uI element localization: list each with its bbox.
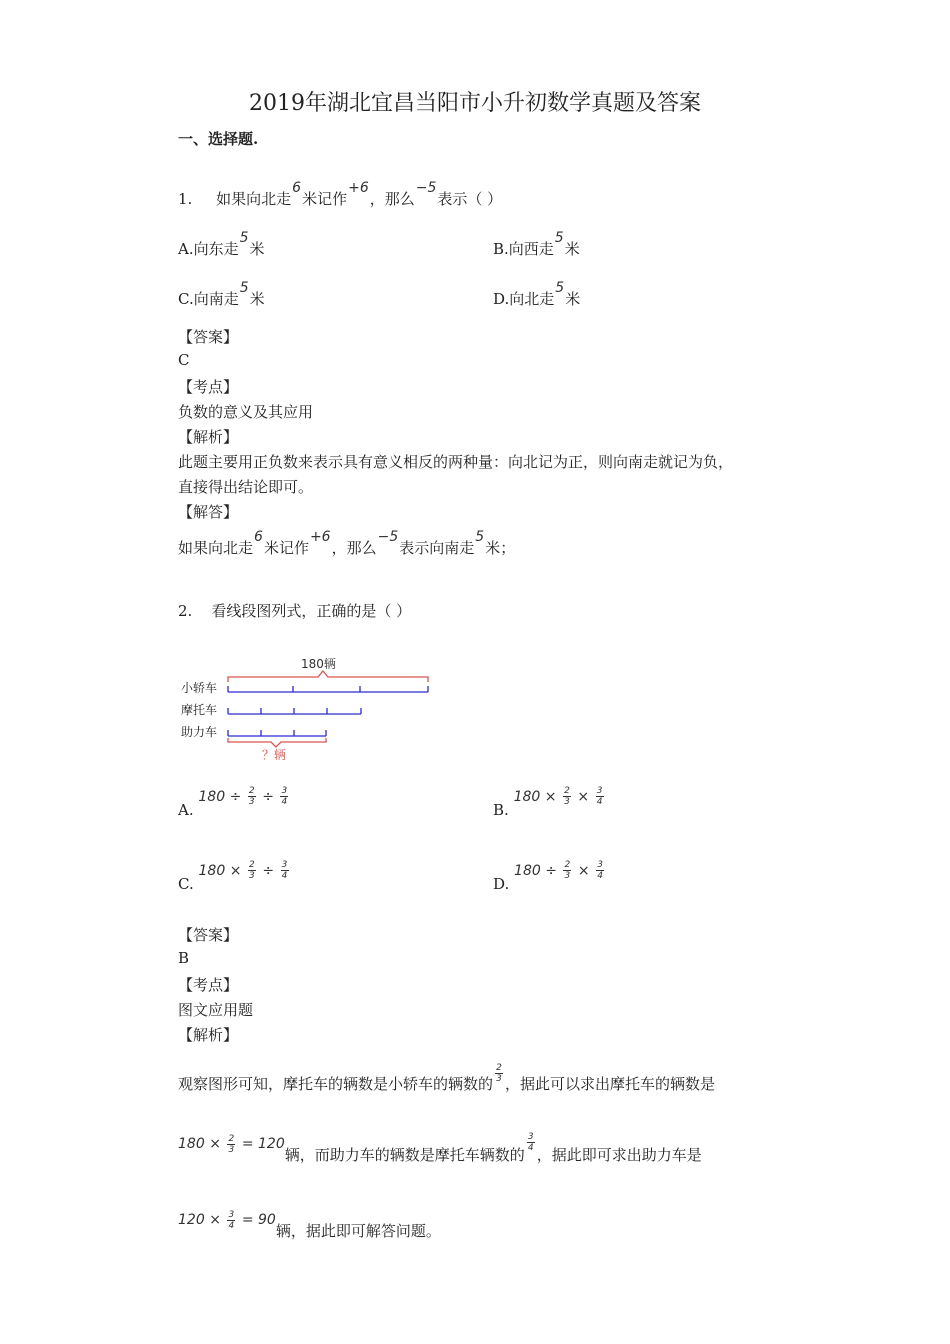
option-c[interactable] xyxy=(178,280,265,309)
option-d[interactable] xyxy=(493,860,606,893)
option-b[interactable] xyxy=(493,230,580,259)
answer-value: C xyxy=(178,351,190,369)
equation xyxy=(178,1209,276,1231)
fraction xyxy=(227,1210,235,1231)
math-value: −5 xyxy=(415,180,437,196)
option-label: C. xyxy=(178,874,194,893)
option-unit: 米 xyxy=(565,290,581,308)
math-operator: × xyxy=(544,788,557,805)
option-unit: 米 xyxy=(249,240,265,258)
fraction xyxy=(596,860,604,881)
question-number: 1. xyxy=(178,190,193,208)
row-label-motorcycle: 摩托车 xyxy=(181,703,218,717)
math-result: = 90 xyxy=(241,1212,276,1228)
denominator: 4 xyxy=(281,871,288,881)
numerator: 2 xyxy=(496,1063,502,1073)
numerator: 2 xyxy=(564,786,570,796)
math-value: +6 xyxy=(309,529,331,545)
math-number: 180 xyxy=(513,788,541,805)
denominator: 3 xyxy=(496,1074,502,1084)
numerator: 2 xyxy=(249,860,255,870)
math-operator: ÷ xyxy=(262,788,274,805)
option-label: D. xyxy=(493,874,510,893)
question-2 xyxy=(178,600,411,621)
denominator: 4 xyxy=(597,871,603,881)
fraction xyxy=(563,786,571,807)
solution-fragment: 表示向南走 xyxy=(399,539,475,557)
option-c[interactable] xyxy=(178,860,291,893)
fraction xyxy=(248,860,256,881)
numerator: 3 xyxy=(281,786,288,796)
math-operator: × xyxy=(209,1212,221,1228)
car-segment xyxy=(228,686,428,692)
denominator: 3 xyxy=(249,871,255,881)
math-operator: × xyxy=(209,1136,221,1152)
question-1 xyxy=(178,180,503,209)
answer-heading: 【答案】 xyxy=(178,926,239,944)
analysis-text: 直接得出结论即可。 xyxy=(178,478,314,496)
topic-text: 图文应用题 xyxy=(178,1001,254,1019)
math-number: 180 xyxy=(198,862,226,879)
math-value: 5 xyxy=(475,529,485,545)
math-value: 6 xyxy=(254,529,263,545)
unknown-brace xyxy=(228,738,326,747)
option-label: B. xyxy=(493,800,509,819)
numerator: 2 xyxy=(228,1133,235,1144)
fraction xyxy=(596,786,604,807)
option-expression xyxy=(514,860,606,881)
page-title: 2019年湖北宜昌当阳市小升初数学真题及答案 xyxy=(249,91,701,116)
topic-heading: 【考点】 xyxy=(178,378,239,396)
analysis-line-1 xyxy=(178,1063,716,1093)
total-brace xyxy=(228,671,428,682)
math-operator: ÷ xyxy=(545,862,557,879)
math-value: 5 xyxy=(554,230,564,246)
question-text: 看线段图列式，正确的是（ ） xyxy=(211,602,412,620)
answer-value: B xyxy=(178,949,190,967)
math-number: 120 xyxy=(178,1212,205,1228)
option-label: C.向南走 xyxy=(178,290,239,308)
analysis-text: 此题主要用正负数来表示具有意义相反的两种量：向北记为正，则向南走就记为负， xyxy=(178,453,734,471)
math-number: 180 xyxy=(198,788,226,805)
math-value: 6 xyxy=(292,180,302,196)
row-label-moped: 助力车 xyxy=(181,725,218,739)
denominator: 4 xyxy=(281,797,288,807)
option-expression xyxy=(198,860,291,881)
math-value: +6 xyxy=(348,180,369,196)
total-label: 180辆 xyxy=(301,657,336,671)
denominator: 3 xyxy=(248,797,255,807)
numerator: 3 xyxy=(228,1209,235,1220)
solution-fragment: 米； xyxy=(485,539,516,557)
math-value: 5 xyxy=(555,280,565,296)
fraction xyxy=(281,860,289,881)
topic-heading: 【考点】 xyxy=(178,976,239,994)
analysis-fragment: 辆，据此即可解答问题。 xyxy=(275,1222,441,1240)
option-label: A. xyxy=(178,800,194,819)
fraction xyxy=(248,786,256,807)
math-result: = 120 xyxy=(241,1136,285,1152)
solution-text xyxy=(178,529,516,558)
option-b[interactable] xyxy=(493,786,606,819)
fraction xyxy=(527,1132,535,1153)
numerator: 2 xyxy=(564,860,571,870)
fraction xyxy=(280,786,288,807)
analysis-heading: 【解析】 xyxy=(178,1026,239,1044)
analysis-fragment: ，据此即可求出助力车是 xyxy=(536,1146,702,1164)
question-text: 表示（ ） xyxy=(437,190,503,208)
solution-fragment: 米记作 xyxy=(263,539,309,557)
denominator: 3 xyxy=(564,871,571,881)
option-label: B.向西走 xyxy=(493,240,554,258)
math-value: 5 xyxy=(239,280,249,296)
numerator: 3 xyxy=(597,860,603,870)
fraction xyxy=(563,860,571,881)
question-text: ，那么 xyxy=(369,190,415,208)
math-operator: × xyxy=(577,862,590,879)
analysis-line-3 xyxy=(178,1208,441,1240)
denominator: 3 xyxy=(564,797,570,807)
math-operator: ÷ xyxy=(229,788,242,805)
topic-text: 负数的意义及其应用 xyxy=(178,403,314,421)
denominator: 4 xyxy=(596,797,603,807)
analysis-fragment: 观察图形可知，摩托车的辆数是小轿车的辆数的 xyxy=(178,1075,494,1093)
denominator: 3 xyxy=(228,1144,235,1155)
math-operator: × xyxy=(229,862,242,879)
option-unit: 米 xyxy=(249,290,265,308)
option-label: A.向东走 xyxy=(178,240,239,258)
moped-segment xyxy=(228,730,326,736)
numerator: 2 xyxy=(248,786,255,796)
fraction xyxy=(227,1134,235,1155)
math-value: 5 xyxy=(239,230,249,246)
numerator: 3 xyxy=(596,786,603,796)
analysis-line-2 xyxy=(178,1132,702,1164)
denominator: 4 xyxy=(228,1220,235,1231)
solution-fragment: ，那么 xyxy=(331,539,377,557)
solution-fragment: 如果向北走 xyxy=(178,539,254,557)
option-a[interactable] xyxy=(178,230,265,259)
motorcycle-segment xyxy=(228,708,361,714)
analysis-fragment: 辆，而助力车的辆数是摩托车辆数的 xyxy=(284,1146,525,1164)
denominator: 4 xyxy=(527,1143,534,1153)
math-number: 180 xyxy=(178,1136,205,1152)
answer-heading: 【答案】 xyxy=(178,328,239,346)
numerator: 3 xyxy=(527,1132,534,1142)
analysis-fragment: ，据此可以求出摩托车的辆数是 xyxy=(505,1075,716,1093)
math-value: −5 xyxy=(377,529,399,545)
analysis-heading: 【解析】 xyxy=(178,428,239,446)
math-operator: × xyxy=(577,788,590,805)
unknown-label: ？辆 xyxy=(262,748,287,762)
option-label: D.向北走 xyxy=(493,290,555,308)
option-a[interactable] xyxy=(178,786,290,819)
row-label-car: 小轿车 xyxy=(181,681,218,695)
solution-heading: 【解答】 xyxy=(178,503,239,521)
question-text: 米记作 xyxy=(302,190,348,208)
line-segment-diagram xyxy=(176,652,436,764)
fraction xyxy=(495,1063,503,1084)
option-expression xyxy=(513,786,606,807)
question-text: 如果向北走 xyxy=(216,190,292,208)
section-heading: 一、选择题. xyxy=(178,130,259,148)
numerator: 3 xyxy=(281,860,288,870)
option-unit: 米 xyxy=(564,240,580,258)
equation xyxy=(178,1133,285,1155)
math-number: 180 xyxy=(514,862,541,879)
option-expression xyxy=(198,786,290,807)
option-d[interactable] xyxy=(493,280,581,309)
question-number: 2. xyxy=(178,602,193,620)
math-operator: ÷ xyxy=(262,862,275,879)
